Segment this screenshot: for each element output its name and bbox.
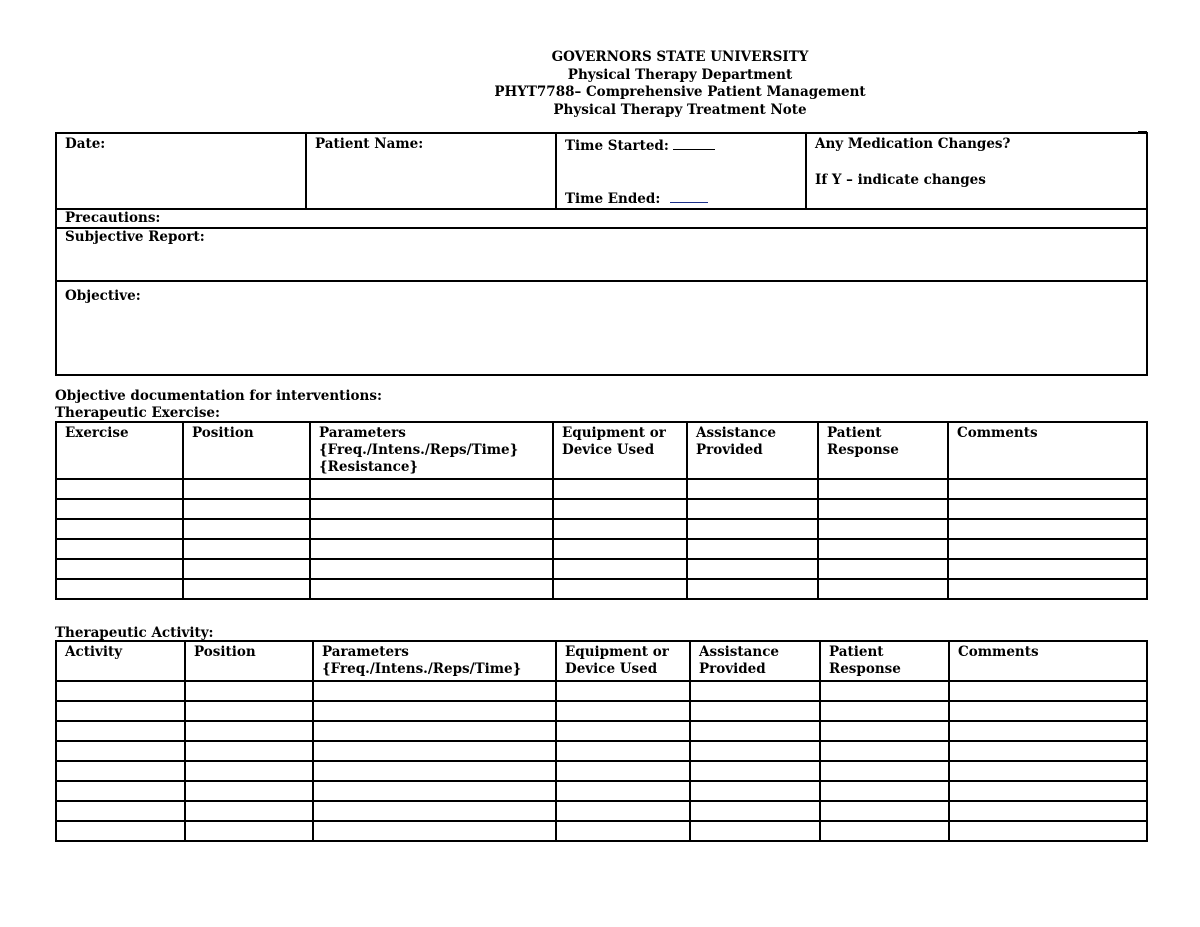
subjective-field[interactable] xyxy=(56,228,1147,281)
blank-cell[interactable] xyxy=(948,499,1147,519)
blank-cell[interactable] xyxy=(185,721,313,741)
blank-cell[interactable] xyxy=(313,701,556,721)
blank-cell[interactable] xyxy=(56,579,183,599)
column-header: Exercise xyxy=(56,422,183,479)
blank-cell[interactable] xyxy=(949,821,1147,841)
blank-cell[interactable] xyxy=(56,479,183,499)
blank-cell[interactable] xyxy=(556,801,690,821)
blank-cell[interactable] xyxy=(56,559,183,579)
precautions-field[interactable] xyxy=(56,209,1147,228)
time-started-blank[interactable] xyxy=(673,136,715,150)
patient-name-label: Patient Name: xyxy=(315,136,424,152)
blank-cell[interactable] xyxy=(56,761,185,781)
subjective-label: Subjective Report: xyxy=(65,229,205,245)
table-row xyxy=(56,559,1147,579)
blank-cell[interactable] xyxy=(185,761,313,781)
blank-cell[interactable] xyxy=(553,579,687,599)
table-row xyxy=(56,741,1147,761)
time-ended-label: Time Ended: xyxy=(565,191,661,207)
blank-cell[interactable] xyxy=(183,479,310,499)
column-header: Equipment or Device Used xyxy=(553,422,687,479)
blank-cell[interactable] xyxy=(56,499,183,519)
blank-cell[interactable] xyxy=(687,499,818,519)
blank-cell[interactable] xyxy=(313,721,556,741)
blank-cell[interactable] xyxy=(948,519,1147,539)
table-row xyxy=(56,761,1147,781)
blank-cell[interactable] xyxy=(313,821,556,841)
blank-cell[interactable] xyxy=(185,801,313,821)
blank-cell[interactable] xyxy=(56,801,185,821)
therapeutic-exercise-heading: Therapeutic Exercise: xyxy=(55,405,220,421)
column-header: Parameters {Freq./Intens./Reps/Time} xyxy=(313,641,556,681)
blank-cell[interactable] xyxy=(690,761,820,781)
department-name: Physical Therapy Department xyxy=(567,66,793,83)
blank-cell[interactable] xyxy=(56,519,183,539)
table-row xyxy=(56,801,1147,821)
blank-cell[interactable] xyxy=(818,579,948,599)
blank-cell[interactable] xyxy=(820,721,949,741)
blank-cell[interactable] xyxy=(185,681,313,701)
blank-cell[interactable] xyxy=(818,499,948,519)
medication-sub-label: If Y – indicate changes xyxy=(815,172,986,188)
therapeutic-activity-table xyxy=(55,640,1148,842)
blank-cell[interactable] xyxy=(556,781,690,801)
precautions-label: Precautions: xyxy=(65,210,161,226)
blank-cell[interactable] xyxy=(687,559,818,579)
date-label: Date: xyxy=(65,136,106,152)
blank-cell[interactable] xyxy=(949,681,1147,701)
course-title: PHYT7788– Comprehensive Patient Management xyxy=(494,84,866,100)
blank-cell[interactable] xyxy=(185,701,313,721)
time-started-label: Time Started: xyxy=(565,138,669,154)
blank-cell[interactable] xyxy=(948,479,1147,499)
column-header: Patient Response xyxy=(820,641,949,681)
blank-cell[interactable] xyxy=(185,781,313,801)
blank-cell[interactable] xyxy=(818,479,948,499)
column-header: Equipment or Device Used xyxy=(556,641,690,681)
blank-cell[interactable] xyxy=(690,741,820,761)
blank-cell[interactable] xyxy=(553,559,687,579)
blank-cell[interactable] xyxy=(818,559,948,579)
time-field[interactable] xyxy=(556,133,806,209)
blank-cell[interactable] xyxy=(553,499,687,519)
table-row xyxy=(56,519,1147,539)
blank-cell[interactable] xyxy=(687,579,818,599)
blank-cell[interactable] xyxy=(948,539,1147,559)
blank-cell[interactable] xyxy=(56,701,185,721)
table-row xyxy=(56,681,1147,701)
blank-cell[interactable] xyxy=(310,499,553,519)
column-header: Comments xyxy=(948,422,1147,479)
therapeutic-activity-heading: Therapeutic Activity: xyxy=(55,625,214,641)
column-header: Parameters {Freq./Intens./Reps/Time} {Resistance} xyxy=(310,422,553,479)
column-header: Patient Response xyxy=(818,422,948,479)
blank-cell[interactable] xyxy=(556,741,690,761)
table-row xyxy=(56,781,1147,801)
column-header: Position xyxy=(185,641,313,681)
column-header: Activity xyxy=(56,641,185,681)
blank-cell[interactable] xyxy=(56,741,185,761)
blank-cell[interactable] xyxy=(556,701,690,721)
blank-cell[interactable] xyxy=(690,701,820,721)
table-row xyxy=(56,701,1147,721)
blank-cell[interactable] xyxy=(949,761,1147,781)
blank-cell[interactable] xyxy=(313,681,556,701)
blank-cell[interactable] xyxy=(183,579,310,599)
column-header: Assistance Provided xyxy=(687,422,818,479)
blank-cell[interactable] xyxy=(56,821,185,841)
blank-cell[interactable] xyxy=(818,519,948,539)
blank-cell[interactable] xyxy=(310,479,553,499)
blank-cell[interactable] xyxy=(313,741,556,761)
objective-field[interactable] xyxy=(56,281,1147,375)
blank-cell[interactable] xyxy=(313,781,556,801)
blank-cell[interactable] xyxy=(690,681,820,701)
table-row xyxy=(56,579,1147,599)
blank-cell[interactable] xyxy=(820,741,949,761)
blank-cell[interactable] xyxy=(820,761,949,781)
form-title: Physical Therapy Treatment Note xyxy=(553,101,807,118)
medication-field[interactable] xyxy=(806,133,1147,209)
medication-label: Any Medication Changes? xyxy=(815,136,1011,152)
blank-cell[interactable] xyxy=(820,701,949,721)
blank-cell[interactable] xyxy=(818,539,948,559)
table-row xyxy=(56,821,1147,841)
blank-cell[interactable] xyxy=(56,681,185,701)
time-ended-blank[interactable] xyxy=(670,189,708,203)
document-header xyxy=(380,49,980,119)
blank-cell[interactable] xyxy=(185,741,313,761)
blank-cell[interactable] xyxy=(185,821,313,841)
objective-label: Objective: xyxy=(65,288,141,304)
therapeutic-exercise-table xyxy=(55,421,1148,600)
blank-cell[interactable] xyxy=(313,761,556,781)
blank-cell[interactable] xyxy=(820,681,949,701)
blank-cell[interactable] xyxy=(687,479,818,499)
blank-cell[interactable] xyxy=(690,781,820,801)
table-row xyxy=(56,539,1147,559)
blank-cell[interactable] xyxy=(690,821,820,841)
blank-cell[interactable] xyxy=(820,781,949,801)
blank-cell[interactable] xyxy=(948,559,1147,579)
blank-cell[interactable] xyxy=(556,761,690,781)
table-row xyxy=(56,499,1147,519)
blank-cell[interactable] xyxy=(820,801,949,821)
blank-cell[interactable] xyxy=(949,801,1147,821)
blank-cell[interactable] xyxy=(820,821,949,841)
blank-cell[interactable] xyxy=(556,821,690,841)
blank-cell[interactable] xyxy=(949,701,1147,721)
blank-cell[interactable] xyxy=(553,539,687,559)
blank-cell[interactable] xyxy=(183,519,310,539)
column-header: Position xyxy=(183,422,310,479)
blank-cell[interactable] xyxy=(56,539,183,559)
column-header: Comments xyxy=(949,641,1147,681)
blank-cell[interactable] xyxy=(313,801,556,821)
blank-cell[interactable] xyxy=(310,519,553,539)
blank-cell[interactable] xyxy=(553,479,687,499)
blank-cell[interactable] xyxy=(687,539,818,559)
column-header: Assistance Provided xyxy=(690,641,820,681)
blank-cell[interactable] xyxy=(948,579,1147,599)
blank-cell[interactable] xyxy=(310,559,553,579)
patient-info-table xyxy=(55,132,1148,376)
blank-cell[interactable] xyxy=(556,721,690,741)
table-row xyxy=(56,721,1147,741)
blank-cell[interactable] xyxy=(310,579,553,599)
blank-cell[interactable] xyxy=(556,681,690,701)
blank-cell[interactable] xyxy=(553,519,687,539)
interventions-heading: Objective documentation for interventions: xyxy=(55,388,382,404)
blank-cell[interactable] xyxy=(310,539,553,559)
table-row xyxy=(56,479,1147,499)
blank-cell[interactable] xyxy=(690,721,820,741)
university-name: GOVERNORS STATE UNIVERSITY xyxy=(551,49,809,65)
blank-cell[interactable] xyxy=(183,539,310,559)
blank-cell[interactable] xyxy=(56,781,185,801)
patient-name-field[interactable] xyxy=(306,133,556,209)
blank-cell[interactable] xyxy=(949,721,1147,741)
blank-cell[interactable] xyxy=(949,741,1147,761)
blank-cell[interactable] xyxy=(183,559,310,579)
blank-cell[interactable] xyxy=(949,781,1147,801)
blank-cell[interactable] xyxy=(690,801,820,821)
blank-cell[interactable] xyxy=(183,499,310,519)
blank-cell[interactable] xyxy=(56,721,185,741)
date-field[interactable] xyxy=(56,133,306,209)
blank-cell[interactable] xyxy=(687,519,818,539)
